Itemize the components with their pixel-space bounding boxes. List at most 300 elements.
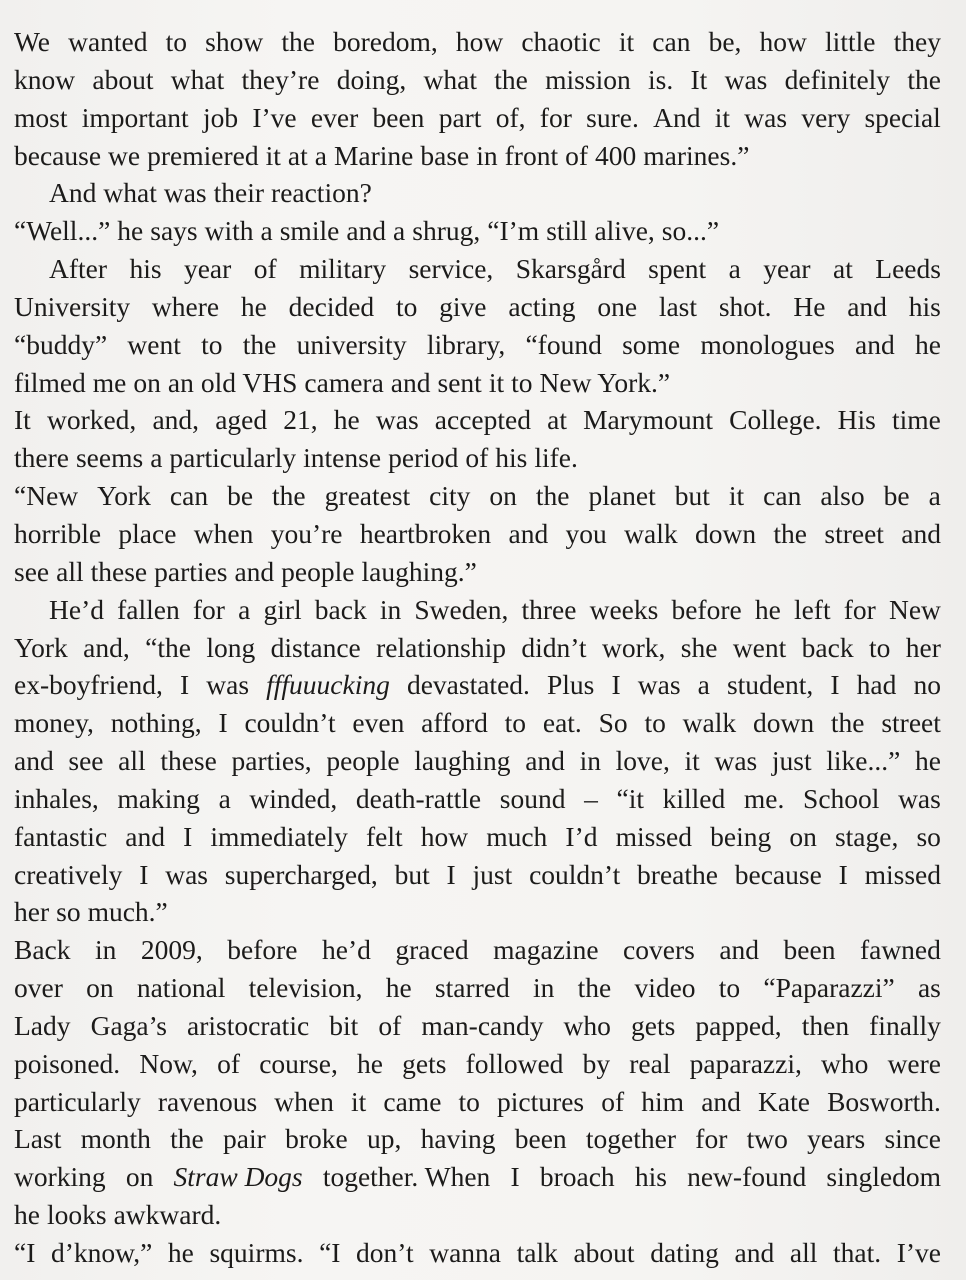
italic-word: fffuuucking <box>266 669 390 701</box>
word: shrug, <box>412 215 481 247</box>
word: because <box>734 858 822 890</box>
word: sound <box>499 782 566 814</box>
word: camera <box>304 366 384 398</box>
word: was <box>375 404 419 436</box>
word: the <box>535 480 570 512</box>
word: up, <box>366 1123 402 1155</box>
word: much.” <box>87 896 168 928</box>
word: just <box>472 858 513 890</box>
text-line <box>14 174 941 212</box>
word: years <box>807 1123 866 1155</box>
word: it <box>265 139 281 171</box>
word: After <box>49 253 108 285</box>
word: winded, <box>249 782 338 814</box>
word: devastated. <box>406 669 530 701</box>
word: university <box>296 328 407 360</box>
word: on <box>86 972 114 1004</box>
word: period <box>388 442 459 474</box>
word: these <box>160 745 217 777</box>
word: to <box>511 366 533 398</box>
word: I <box>218 707 228 739</box>
word: with <box>204 215 254 247</box>
word: he <box>117 215 144 247</box>
word: – <box>584 782 598 814</box>
word: So <box>598 707 628 739</box>
word: down <box>694 517 757 549</box>
word: see <box>14 555 50 587</box>
word: “Paparazzi” <box>763 972 895 1004</box>
word: since <box>884 1123 941 1155</box>
word: a <box>314 139 327 171</box>
text-line <box>14 137 941 175</box>
word: filmed <box>14 366 86 398</box>
word: that. <box>832 1237 882 1268</box>
word: shot. <box>718 290 772 322</box>
word: broach <box>539 1161 615 1193</box>
word: the <box>281 26 315 57</box>
word: still <box>546 215 588 247</box>
word: breathe <box>637 858 718 890</box>
word: on <box>789 820 817 852</box>
text-line <box>14 1045 941 1083</box>
word: mission <box>545 63 631 95</box>
word: man-candy <box>421 1009 544 1041</box>
word: It <box>690 63 708 95</box>
word: who <box>563 1009 611 1041</box>
word: York <box>14 631 68 663</box>
word: the <box>907 63 941 95</box>
word: for <box>192 593 225 625</box>
word: love, <box>615 745 670 777</box>
word: were <box>887 1047 941 1079</box>
word: so...” <box>661 215 720 247</box>
word: planet <box>588 480 656 512</box>
word: acting <box>508 290 576 322</box>
word: together. When <box>322 1161 491 1193</box>
word: 400 <box>595 139 637 171</box>
word: much <box>486 820 548 852</box>
text-line <box>14 250 941 288</box>
word: a <box>238 593 251 625</box>
article-body <box>14 23 941 1272</box>
word: you’re <box>270 517 343 549</box>
word: wanna <box>429 1237 501 1268</box>
word: is. <box>648 63 674 95</box>
word: aristocratic <box>187 1009 310 1041</box>
word: very <box>801 101 851 133</box>
text-line <box>14 23 941 61</box>
word: of <box>601 1085 625 1117</box>
word: bit <box>329 1009 359 1041</box>
word: be <box>883 480 910 512</box>
word: Last <box>14 1123 62 1155</box>
word: by <box>582 1047 611 1079</box>
word: television, <box>248 972 363 1004</box>
word: smile <box>279 215 340 247</box>
word: little <box>825 26 876 57</box>
word: says <box>150 215 198 247</box>
word: they’re <box>241 63 320 95</box>
word: and <box>901 517 941 549</box>
word: spent <box>648 253 707 285</box>
word: and <box>390 366 431 398</box>
text-line <box>14 401 941 439</box>
text-line <box>14 1083 941 1121</box>
word: I <box>838 858 848 890</box>
word: people <box>281 555 355 587</box>
word: weeks <box>589 593 659 625</box>
word: decided <box>288 290 375 322</box>
text-line <box>14 780 941 818</box>
word: street <box>881 707 941 739</box>
word: Marine <box>333 139 414 171</box>
word: like...” <box>826 745 901 777</box>
word: there <box>14 442 69 474</box>
word: I <box>180 669 190 701</box>
word: to <box>504 707 527 739</box>
word: but <box>674 480 710 512</box>
word: three <box>521 593 577 625</box>
word: gets <box>630 1009 676 1041</box>
word: because <box>14 139 102 171</box>
word: their <box>213 177 265 209</box>
word: and <box>508 517 549 549</box>
word: missed <box>615 820 692 852</box>
text-line <box>14 629 941 667</box>
word: School <box>803 782 880 814</box>
word: to <box>165 26 188 57</box>
word: in <box>95 934 117 966</box>
word: monologues <box>700 328 835 360</box>
word: New <box>888 593 941 625</box>
word: been <box>514 1123 567 1155</box>
word: how <box>455 26 504 57</box>
word: Plus <box>547 669 595 701</box>
word: before <box>227 934 298 966</box>
word: know <box>14 63 76 95</box>
word: his <box>634 1161 667 1193</box>
word: particularly <box>169 442 297 474</box>
word: “Well...” <box>14 215 111 247</box>
word: his <box>129 253 162 285</box>
word: can <box>169 480 209 512</box>
word: student, <box>726 669 814 701</box>
word: one <box>597 290 638 322</box>
word: to <box>868 631 891 663</box>
word: alive, <box>594 215 655 247</box>
word: his <box>908 290 941 322</box>
word: where <box>151 290 220 322</box>
word: I <box>183 820 193 852</box>
word: place <box>118 517 177 549</box>
word: missed <box>864 858 941 890</box>
word: who <box>821 1047 869 1079</box>
word: having <box>420 1123 496 1155</box>
text-line <box>14 969 941 1007</box>
text-line <box>14 364 941 402</box>
word: premiered <box>147 139 259 171</box>
word: was <box>714 745 758 777</box>
word: for <box>843 593 876 625</box>
word: covers <box>623 934 695 966</box>
word: I’d <box>565 820 598 852</box>
word: Leeds <box>875 253 941 285</box>
text-line <box>14 477 941 515</box>
word: national <box>136 972 226 1004</box>
word: time <box>892 404 941 436</box>
word: last <box>658 290 698 322</box>
word: particularly <box>14 1085 141 1117</box>
text-line <box>14 1007 941 1045</box>
word: a <box>260 215 273 247</box>
text-line <box>14 591 941 629</box>
text-line <box>14 931 941 969</box>
italic-word: Straw Dogs <box>173 1161 303 1193</box>
word: seems <box>75 442 144 474</box>
word: about <box>92 63 154 95</box>
word: a <box>928 480 941 512</box>
word: service, <box>408 253 494 285</box>
word: He’d <box>49 593 104 625</box>
word: He <box>793 290 826 322</box>
word: of <box>217 1047 241 1079</box>
word: me. <box>743 782 785 814</box>
word: in <box>379 593 402 625</box>
word: “found <box>525 328 602 360</box>
word: long <box>206 631 256 663</box>
word: new-found <box>687 1161 807 1193</box>
word: all <box>56 555 84 587</box>
word: year <box>183 253 232 285</box>
word: about <box>573 1237 635 1268</box>
word: doing, <box>336 63 407 95</box>
word: of <box>565 139 589 171</box>
word: And <box>49 177 97 209</box>
word: even <box>352 707 405 739</box>
text-line <box>14 99 941 137</box>
word: at <box>287 139 308 171</box>
word: ex-boyfriend, <box>14 669 163 701</box>
word: intense <box>303 442 382 474</box>
word: no <box>913 669 941 701</box>
word: all <box>118 745 146 777</box>
word: and <box>234 555 275 587</box>
text-line <box>14 212 941 250</box>
word: can <box>763 480 802 512</box>
word: parties, <box>231 745 312 777</box>
word: of <box>465 442 489 474</box>
word: we <box>108 139 141 171</box>
word: squirms. <box>209 1237 304 1268</box>
word: didn’t <box>521 631 587 663</box>
word: making <box>117 782 200 814</box>
word: 21, <box>283 404 318 436</box>
word: can <box>652 26 691 57</box>
text-line <box>14 1120 941 1158</box>
word: and <box>701 1085 741 1117</box>
word: over <box>14 972 63 1004</box>
word: and <box>525 745 565 777</box>
word: was <box>898 782 941 814</box>
word: it <box>714 101 731 133</box>
word: awkward. <box>113 1199 222 1231</box>
word: reaction? <box>271 177 372 209</box>
word: two <box>746 1123 788 1155</box>
word: It <box>14 404 31 436</box>
word: in <box>532 972 555 1004</box>
text-line <box>14 893 941 931</box>
word: so <box>916 820 941 852</box>
word: went <box>127 328 181 360</box>
word: and <box>719 934 760 966</box>
word: working <box>14 1161 106 1193</box>
word: dating <box>650 1237 719 1268</box>
word: when <box>193 517 254 549</box>
word: military <box>299 253 387 285</box>
word: Gaga’s <box>90 1009 167 1041</box>
word: “New <box>14 480 79 512</box>
word: starred <box>434 972 510 1004</box>
word: University <box>14 290 131 322</box>
text-line <box>14 704 941 742</box>
word: his <box>495 442 528 474</box>
word: and, <box>83 631 130 663</box>
word: her <box>14 896 50 928</box>
word: was <box>165 858 208 890</box>
word: how <box>759 26 807 57</box>
word: to <box>201 328 223 360</box>
word: for <box>695 1123 728 1155</box>
word: life. <box>534 442 578 474</box>
word: important <box>81 101 189 133</box>
word: the <box>773 517 808 549</box>
word: looks <box>46 1199 107 1231</box>
word: before <box>671 593 742 625</box>
word: and <box>734 1237 775 1268</box>
word: and <box>847 290 887 322</box>
word: year <box>763 253 811 285</box>
word: broke <box>285 1123 348 1155</box>
word: “I <box>14 1237 36 1268</box>
word: it <box>728 480 745 512</box>
word: most <box>14 101 68 133</box>
word: eat. <box>542 707 582 739</box>
word: see <box>68 745 104 777</box>
word: went <box>732 631 787 663</box>
word: the <box>170 1123 204 1155</box>
word: finally <box>869 1009 941 1041</box>
text-line <box>14 1196 941 1234</box>
word: to <box>718 972 741 1004</box>
word: on <box>125 1161 154 1193</box>
word: greatest <box>324 480 411 512</box>
word: and <box>346 215 387 247</box>
word: walk <box>624 517 678 549</box>
word: on <box>133 366 161 398</box>
word: boredom, <box>333 26 438 57</box>
word: it <box>350 1085 367 1117</box>
word: real <box>629 1047 671 1079</box>
word: fawned <box>859 934 941 966</box>
word: inhales, <box>14 782 99 814</box>
word: was <box>206 669 250 701</box>
word: couldn’t <box>244 707 336 739</box>
word: been <box>783 934 836 966</box>
word: “buddy” <box>14 328 108 360</box>
word: she <box>680 631 718 663</box>
word: also <box>820 480 865 512</box>
word: New York.” <box>539 366 671 398</box>
word: he <box>915 745 941 777</box>
word: laughing <box>414 745 511 777</box>
word: at <box>547 404 567 436</box>
word: of <box>378 1009 402 1041</box>
word: came <box>383 1085 442 1117</box>
word: being <box>710 820 772 852</box>
word: horrible <box>14 517 102 549</box>
word: gets <box>402 1047 447 1079</box>
word: “it <box>616 782 644 814</box>
word: it <box>618 26 635 57</box>
word: left <box>793 593 831 625</box>
word: the <box>272 480 306 512</box>
word: Now, <box>139 1047 198 1079</box>
word: just <box>771 745 812 777</box>
word: when <box>274 1085 334 1117</box>
word: it <box>488 366 505 398</box>
word: heartbroken <box>359 517 492 549</box>
text-line <box>14 1158 941 1196</box>
word: worked, <box>46 404 137 436</box>
word: a <box>393 215 406 247</box>
word: singledom <box>826 1161 941 1193</box>
word: ever <box>310 101 359 133</box>
word: parties <box>154 555 228 587</box>
word: the <box>242 328 277 360</box>
word: sent <box>437 366 482 398</box>
word: walk <box>682 707 737 739</box>
word: I <box>611 669 621 701</box>
text-line <box>14 856 941 894</box>
word: laughing.” <box>361 555 477 587</box>
word: pair <box>223 1123 266 1155</box>
word: I <box>510 1161 520 1193</box>
word: to <box>458 1085 480 1117</box>
word: in <box>476 139 498 171</box>
word: then <box>801 1009 850 1041</box>
word: d’know,” <box>50 1237 153 1268</box>
text-line <box>14 742 941 780</box>
word: old VHS <box>200 366 298 398</box>
word: as <box>917 972 941 1004</box>
word: I <box>446 858 456 890</box>
word: a <box>150 442 163 474</box>
word: some <box>622 328 681 360</box>
word: I’ve <box>252 101 297 133</box>
word: him <box>641 1085 685 1117</box>
word: “I <box>319 1237 341 1268</box>
word: followed <box>465 1047 564 1079</box>
word: course, <box>259 1047 338 1079</box>
text-line <box>14 439 941 477</box>
text-line <box>14 818 941 856</box>
word: and <box>125 820 165 852</box>
word: distance <box>270 631 361 663</box>
word: afford <box>421 707 488 739</box>
word: “the <box>145 631 191 663</box>
word: of, <box>495 101 526 133</box>
word: to <box>644 707 666 739</box>
